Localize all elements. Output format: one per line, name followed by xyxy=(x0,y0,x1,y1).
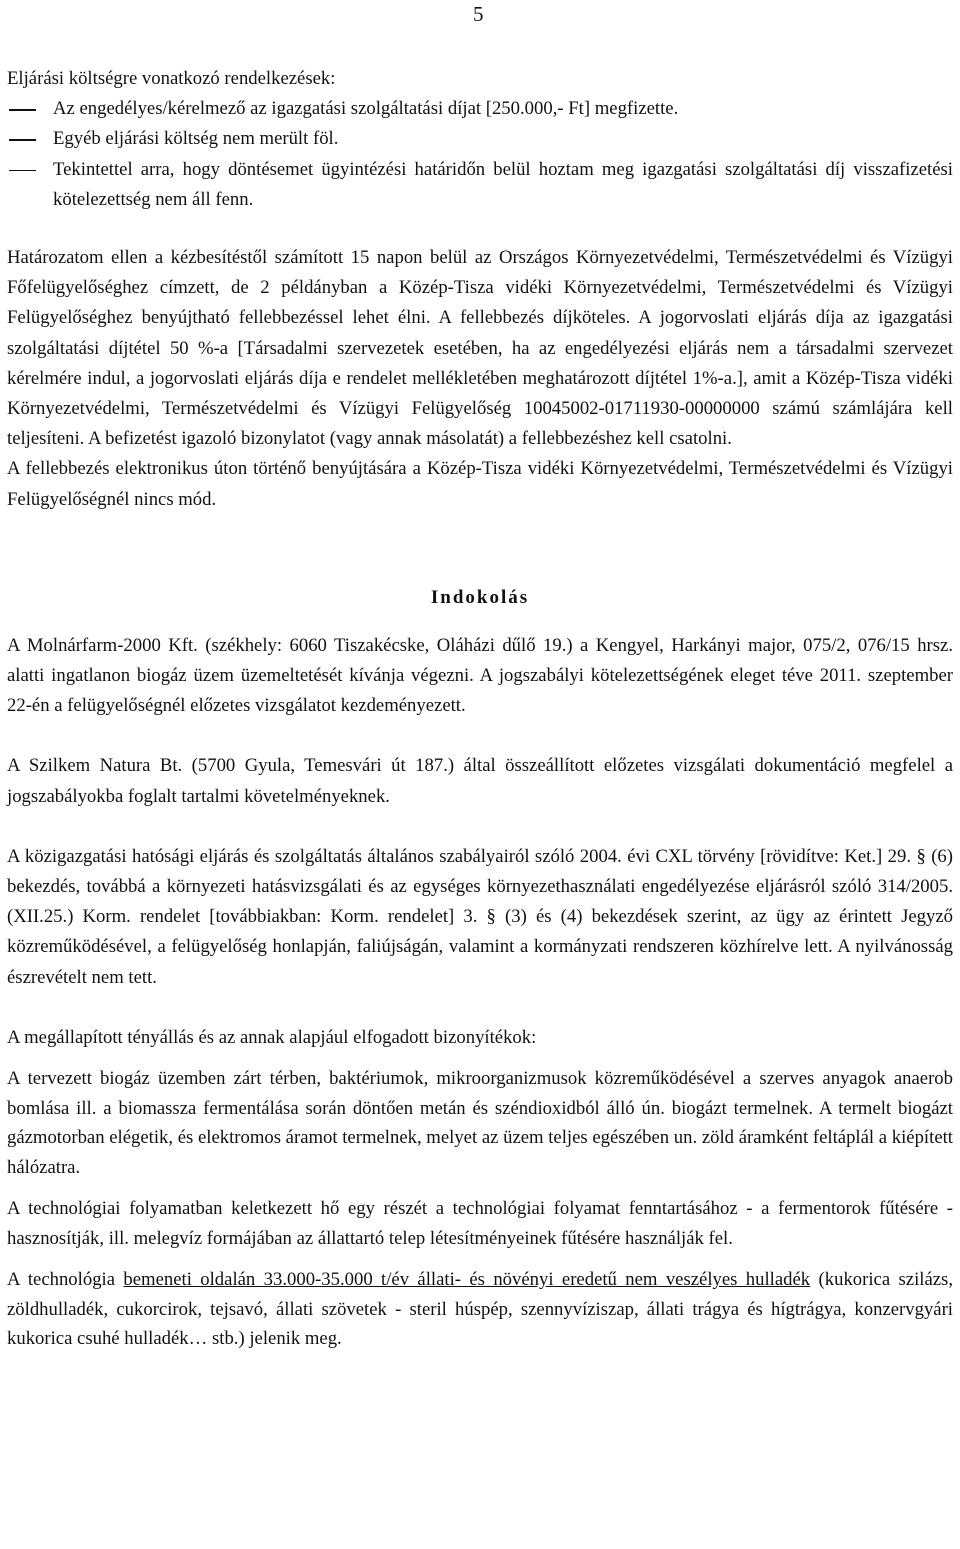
section-heading: Indokolás xyxy=(430,586,530,608)
input-text-before: A technológia xyxy=(7,1269,124,1291)
facts-intro: A megállapított tényállás és az annak alapjául elfogadott bizonyítékok: xyxy=(7,1026,537,1048)
document-body xyxy=(7,64,953,1354)
applicant-paragraph: A Molnárfarm-2000 Kft. (székhely: 6060 Tiszakécske, Oláházi dűlő 19.) a Kengyel, Harkányi major, 075/2, 076/15 hrsz. alatti ingatlanon biogáz üzem üzemeltetését kívánja végezni. A jogszabályi kötelezettségének eleget téve 2011. szeptember 22-én a felügyelőségnél előzetes vizsgálatot kezdeményezett. xyxy=(7,634,953,717)
list-item: Tekintettel arra, hogy döntésemet ügyintézési határidőn belül hoztam meg igazgatási szolgáltatási díj visszafizetési kötelezettség nem áll fenn. xyxy=(7,155,953,215)
technology-paragraph: A tervezett biogáz üzemben zárt térben, baktériumok, mikroorganizmusok közreműködésével a szerves anyagok anaerob bomlása ill. a biomassza fermentálása során döntően metán és széndioxidból álló ún. biogázt termelnek. A termelt biogázt gázmotorban elégetik, és elektromos áramot termelnek, melyet az üzem teljes egészében un. zöld áramként feltáplál a kiépített hálózatra. xyxy=(7,1068,953,1178)
procedure-paragraph: A közigazgatási hatósági eljárás és szolgáltatás általános szabályairól szóló 2004. évi CXL törvény [rövidítve: Ket.] 29. § (6) bekezdés, továbbá a környezeti hatásvizsgálati és az egységes környezethasználati engedélyezése eljárásról szóló 314/2005. (XII.25.) Korm. rendelet [továbbiakban: Korm. rendelet] 3. § (3) és (4) bekezdések szerint, az ügy az érintett Jegyző közreműködésével, a felügyelőség honlapján, faliújságán, valamint a kormányzati rendszeren közhírelve lett. A nyilvánosság észrevételt nem tett. xyxy=(7,845,953,988)
documentation-paragraph: A Szilkem Natura Bt. (5700 Gyula, Temesvári út 187.) által összeállított előzetes vizsgálati dokumentáció megfelel a jogszabályokba foglalt tartalmi követelményeknek. xyxy=(7,755,953,807)
costs-list xyxy=(7,94,953,215)
list-item: Egyéb eljárási költség nem merült föl. xyxy=(7,124,953,154)
underlined-input-text: bemeneti oldalán 33.000-35.000 t/év állati- és növényi eredetű nem veszélyes hulladék xyxy=(123,1269,811,1291)
list-item: Az engedélyes/kérelmező az igazgatási szolgáltatási díjat [250.000,- Ft] megfizette. xyxy=(7,94,953,124)
input-materials-paragraph xyxy=(7,1265,953,1354)
appeal-paragraph: Határozatom ellen a kézbesítéstől számított 15 napon belül az Országos Környezetvédelmi, Természetvédelmi és Vízügyi Főfelügyelőséghez címzett, de 2 példányban a Közép-Tisza vidéki Környezetvédelmi, Természetvédelmi és Vízügyi Felügyelőséghez benyújtható fellebbezéssel lehet élni. A fellebbezés díjköteles. A jogorvoslati eljárás díja az igazgatási szolgáltatási díjtétel 50 %-a [Társadalmi szervezetek esetében, ha az engedélyezési eljárás nem a társadalmi szervezet kérelmére indul, a jogorvoslati eljárás díja e rendelet mellékletében meghatározott díjtétel 1%-a.], amit a Közép-Tisza vidéki Környezetvédelmi, Természetvédelmi és Vízügyi Felügyelőség 10045002-01711930-00000000 számú számlájára kell teljesíteni. A befizetést igazoló bizonylatot (vagy annak másolatát) a fellebbezéshez kell csatolni. xyxy=(7,247,953,450)
electronic-appeal-paragraph: A fellebbezés elektronikus úton történő benyújtására a Közép-Tisza vidéki Környezetvédelmi, Természetvédelmi és Vízügyi Felügyelőségnél nincs mód. xyxy=(7,458,953,510)
page-number: 5 xyxy=(473,2,484,26)
input-text-after: (kukorica szilázs, zöldhulladék, cukorcirok, tejsavó, állati szövetek - steril húspép, szennyvíziszap, állati trágya és hígtrágya, konzervgyári kukorica csuhé hulladék… stb.) jelenik meg. xyxy=(7,1269,953,1350)
costs-title: Eljárási költségre vonatkozó rendelkezések: xyxy=(7,68,336,89)
heat-use-paragraph: A technológiai folyamatban keletkezett hő egy részét a technológiai folyamat fenntartásához - a fermentorok fűtésére - hasznosítják, ill. melegvíz formájában az állattartó telep létesítményeinek fűtésére használják fel. xyxy=(7,1198,953,1249)
